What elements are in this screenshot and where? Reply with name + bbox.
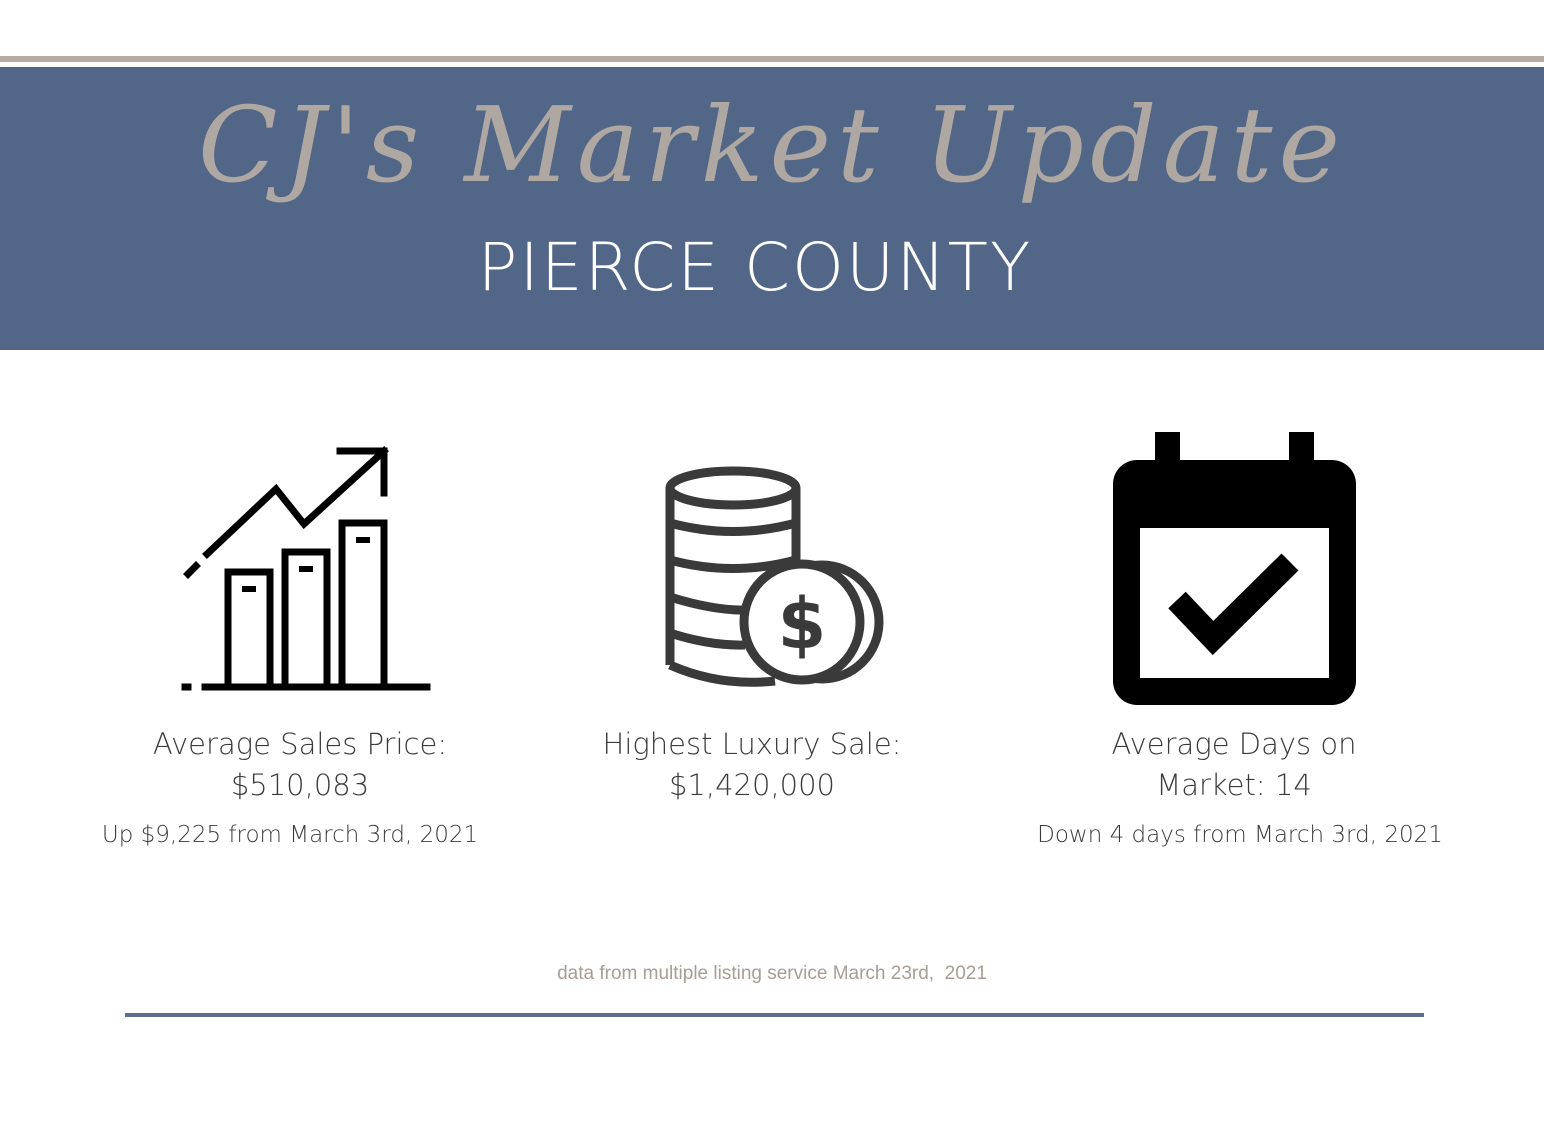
data-source-note: data from multiple listing service March 23rd, 2021 — [557, 963, 987, 984]
top-divider — [0, 56, 1544, 62]
stat-avg-price-value: $510,083 — [230, 768, 370, 802]
county-title: PIERCE COUNTY — [477, 229, 1033, 306]
stat-days-on-market-change: Down 4 days from March 3rd, 2021 — [1037, 822, 1443, 848]
bottom-divider — [125, 1013, 1424, 1017]
stat-avg-price-label — [100, 724, 500, 806]
stat-luxury-sale-value: $1,420,000 — [668, 768, 836, 802]
stat-luxury-sale-title: Highest Luxury Sale: — [602, 727, 902, 761]
stat-days-on-market-label — [1034, 724, 1434, 806]
script-title: CJ's Market Update — [197, 84, 1347, 206]
stat-days-on-market-value: Market: 14 — [1156, 768, 1312, 802]
calendar-check-icon — [1113, 432, 1356, 705]
stat-days-on-market-title: Average Days on — [1111, 727, 1357, 761]
svg-text:$: $ — [777, 583, 827, 665]
stat-luxury-sale-label — [552, 724, 952, 806]
coins-dollar-icon — [665, 465, 890, 695]
stat-avg-price-change: Up $9,225 from March 3rd, 2021 — [101, 822, 479, 848]
stat-avg-price-title: Average Sales Price: — [152, 727, 448, 761]
bar-chart-trend-icon — [180, 440, 435, 695]
